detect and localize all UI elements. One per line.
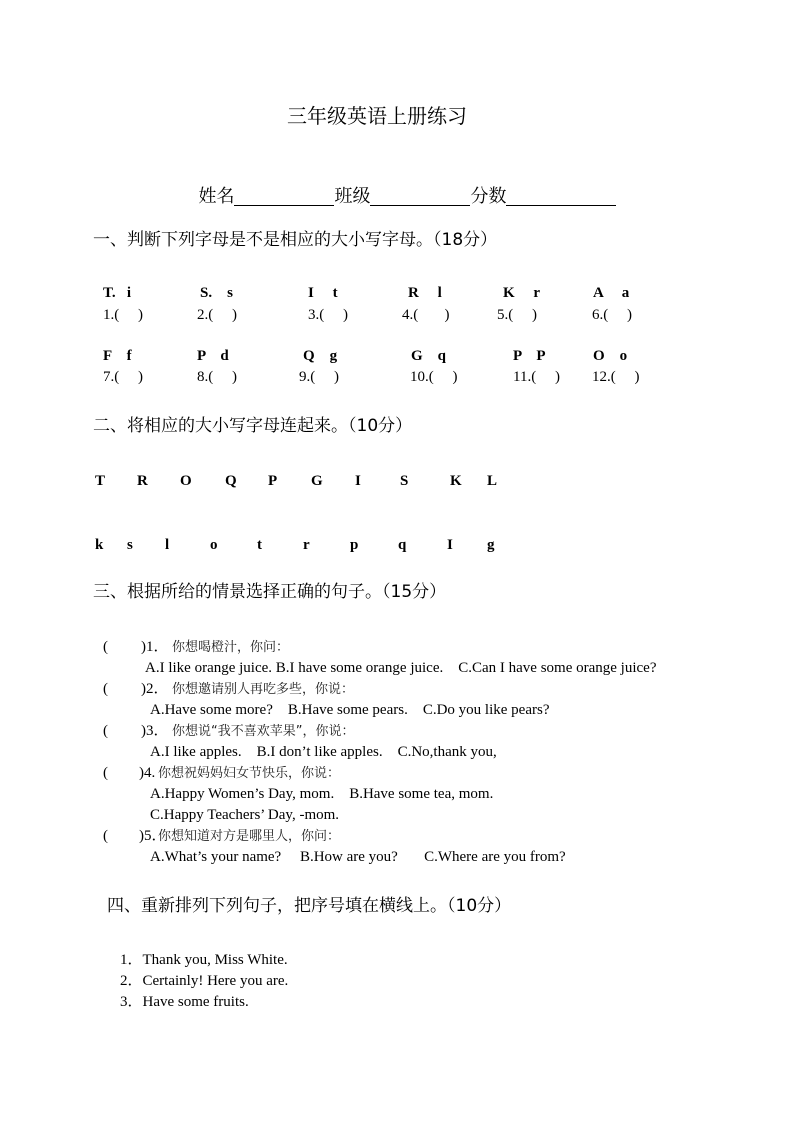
answer-blank[interactable]: 12.( ) (592, 369, 640, 385)
lowercase-letter[interactable]: s (127, 537, 133, 553)
uppercase-letter[interactable]: S (400, 473, 409, 489)
question-number: )5． (139, 828, 167, 844)
class-field[interactable] (370, 189, 470, 206)
answer-paren-open[interactable]: ( (103, 765, 108, 781)
question-number: )3． (141, 723, 169, 739)
answer-paren-open[interactable]: ( (103, 639, 108, 655)
sentence-item: 2．Certainly! Here you are. (120, 973, 289, 989)
answer-options: A.I like apples. B.I don’t like apples. C.No,thank you, (150, 744, 497, 760)
name-label: 姓名 (198, 186, 235, 207)
question-number: )2． (141, 681, 169, 697)
question-prompt: 你想知道对方是哪里人，你问： (158, 829, 341, 844)
uppercase-letter[interactable]: K (450, 473, 462, 489)
letter-pair: G q (411, 348, 447, 364)
lowercase-letter[interactable]: p (350, 537, 359, 553)
lowercase-letter[interactable]: I (447, 537, 453, 553)
lowercase-letter[interactable]: t (257, 537, 262, 553)
question-prompt: 你想喝橙汁，你问： (172, 640, 290, 655)
question-number: )1． (141, 639, 169, 655)
uppercase-letter[interactable]: R (137, 473, 148, 489)
uppercase-letter[interactable]: L (487, 473, 498, 489)
letter-pair: O o (593, 348, 628, 364)
answer-blank[interactable]: 7.( ) (103, 369, 143, 385)
section4-heading: 四、重新排列下列句子，把序号填在横线上。（10分） (107, 896, 512, 916)
letter-pair: A a (593, 285, 630, 301)
letter-pair: S. s (200, 285, 233, 301)
sentence-item: 1．Thank you, Miss White. (120, 952, 288, 968)
answer-blank[interactable]: 11.( ) (513, 369, 560, 385)
answer-blank[interactable]: 10.( ) (410, 369, 458, 385)
name-field[interactable] (234, 189, 334, 206)
uppercase-letter[interactable]: G (311, 473, 323, 489)
score-label: 分数 (470, 186, 507, 207)
letter-pair: T. i (103, 285, 132, 301)
letter-pair: P d (197, 348, 229, 364)
student-info (187, 170, 616, 206)
uppercase-letter[interactable]: P (268, 473, 278, 489)
section1-heading: 一、判断下列字母是不是相应的大小写字母。（18分） (93, 230, 498, 250)
answer-options: C.Happy Teachers’ Day, -mom. (150, 807, 340, 823)
answer-options: A.I like orange juice. B.I have some orange juice. C.Can I have some orange juice? (145, 660, 657, 676)
lowercase-letter[interactable]: q (398, 537, 407, 553)
answer-options: A.Have some more? B.Have some pears. C.Do you like pears? (150, 702, 550, 718)
answer-options: A.Happy Women’s Day, mom. B.Have some tea, mom. (150, 786, 494, 802)
answer-paren-open[interactable]: ( (103, 681, 108, 697)
answer-blank[interactable]: 4.( ) (402, 307, 450, 323)
lowercase-letter[interactable]: o (210, 537, 218, 553)
answer-options: A.What’s your name? B.How are you? C.Where are you from? (150, 849, 566, 865)
section3-heading: 三、根据所给的情景选择正确的句子。（15分） (93, 582, 447, 602)
lowercase-letter[interactable]: g (487, 537, 495, 553)
section2-heading: 二、将相应的大小写字母连起来。（10分） (93, 416, 413, 436)
uppercase-letter[interactable]: T (95, 473, 106, 489)
uppercase-letter[interactable]: I (355, 473, 361, 489)
answer-blank[interactable]: 6.( ) (592, 307, 632, 323)
uppercase-letter[interactable]: Q (225, 473, 237, 489)
lowercase-letter[interactable]: r (303, 537, 310, 553)
question-number: )4. (139, 765, 156, 781)
letter-pair: I t (308, 285, 338, 301)
lowercase-letter[interactable]: k (95, 537, 104, 553)
score-field[interactable] (506, 189, 616, 206)
lowercase-letter[interactable]: l (165, 537, 170, 553)
answer-paren-open[interactable]: ( (103, 828, 108, 844)
answer-blank[interactable]: 8.( ) (197, 369, 237, 385)
answer-blank[interactable]: 1.( ) (103, 307, 143, 323)
page-title: 三年级英语上册练习 (287, 104, 467, 128)
sentence-item: 3．Have some fruits. (120, 994, 249, 1010)
answer-blank[interactable]: 3.( ) (308, 307, 348, 323)
letter-pair: P P (513, 348, 546, 364)
answer-paren-open[interactable]: ( (103, 723, 108, 739)
answer-blank[interactable]: 5.( ) (497, 307, 537, 323)
letter-pair: R l (408, 285, 442, 301)
uppercase-letter[interactable]: O (180, 473, 192, 489)
class-label: 班级 (334, 186, 371, 207)
answer-blank[interactable]: 2.( ) (197, 307, 237, 323)
letter-pair: K r (503, 285, 541, 301)
question-prompt: 你想祝妈妈妇女节快乐，你说： (158, 766, 341, 781)
letter-pair: Q g (303, 348, 338, 364)
answer-blank[interactable]: 9.( ) (299, 369, 339, 385)
letter-pair: F f (103, 348, 132, 364)
question-prompt: 你想邀请别人再吃多些，你说： (172, 682, 355, 697)
question-prompt: 你想说“我不喜欢苹果”，你说： (172, 724, 355, 739)
